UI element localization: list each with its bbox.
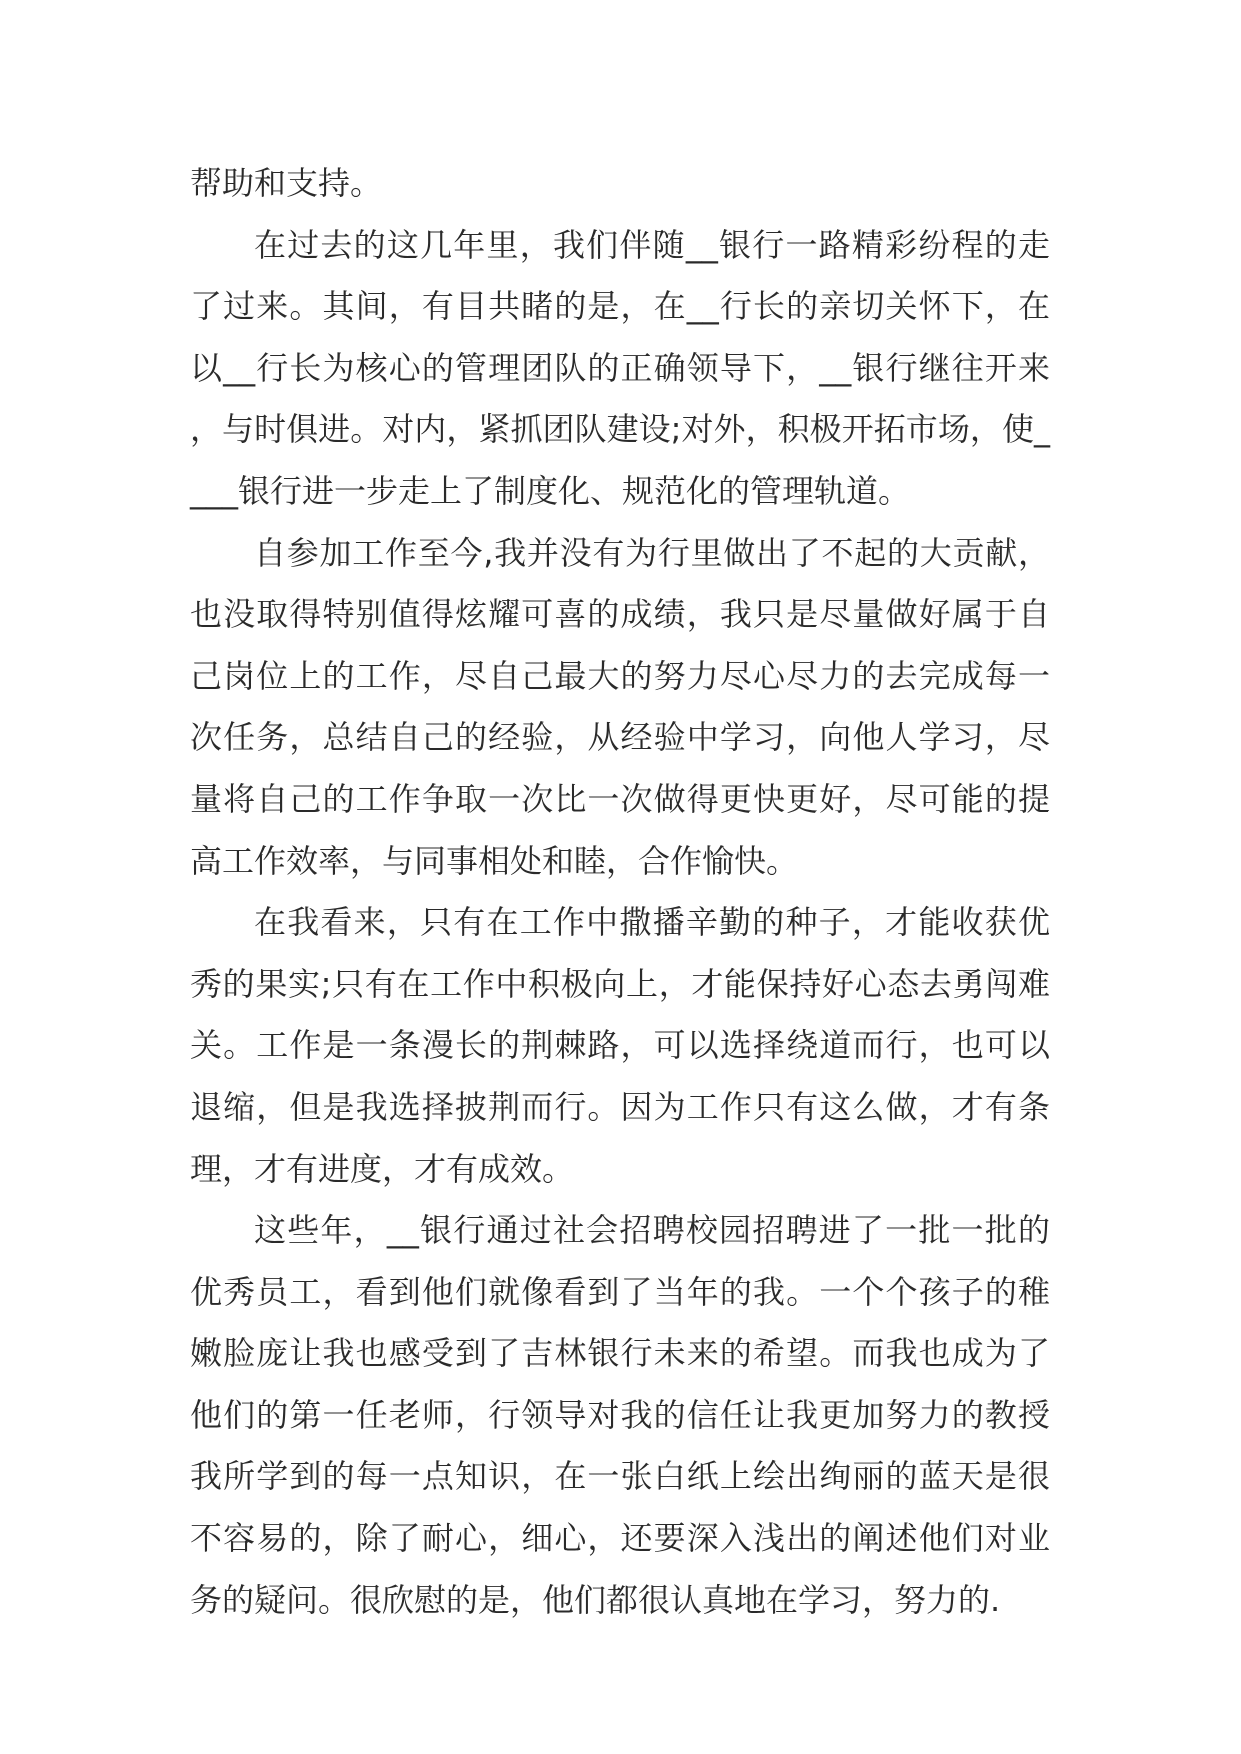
paragraph-3: 自参加工作至今,我并没有为行里做出了不起的大贡献，也没取得特别值得炫耀可喜的成绩，我只是尽量做好属于自己岗位上的工作，尽自己最大的努力尽心尽力的去完成每一次任务，总结自己的经验，从经验中学习，向他人学习，尽量将自己的工作争取一次比一次做得更快更好，尽可能的提高工作效率，与同事相处和睦，合作愉快。 — [190, 533, 1050, 880]
paragraph-1: 帮助和支持。 — [190, 164, 383, 202]
paragraph-2: 在过去的这几年里，我们伴随__银行一路精彩纷程的走了过来。其间，有目共睹的是，在__行长的亲切关怀下，在以__行长为核心的管理团队的正确领导下，__银行继往开来，与时俱进。对内，紧抓团队建设;对外，积极开拓市场，使____银行进一步走上了制度化、规范化的管理轨道。 — [190, 225, 1050, 510]
document-body — [190, 153, 1050, 1631]
paragraph-5: 这些年，__银行通过社会招聘校园招聘进了一批一批的优秀员工，看到他们就像看到了当年的我。一个个孩子的稚嫩脸庞让我也感受到了吉林银行未来的希望。而我也成为了他们的第一任老师，行领导对我的信任让我更加努力的教授我所学到的每一点知识，在一张白纸上绘出绚丽的蓝天是很不容易的，除了耐心，细心，还要深入浅出的阐述他们对业务的疑问。很欣慰的是，他们都很认真地在学习，努力的. — [190, 1211, 1050, 1619]
paragraph-4: 在我看来，只有在工作中撒播辛勤的种子，才能收获优秀的果实;只有在工作中积极向上，才能保持好心态去勇闯难关。工作是一条漫长的荆棘路，可以选择绕道而行，也可以退缩，但是我选择披荆而行。因为工作只有这么做，才有条理，才有进度，才有成效。 — [190, 903, 1050, 1188]
